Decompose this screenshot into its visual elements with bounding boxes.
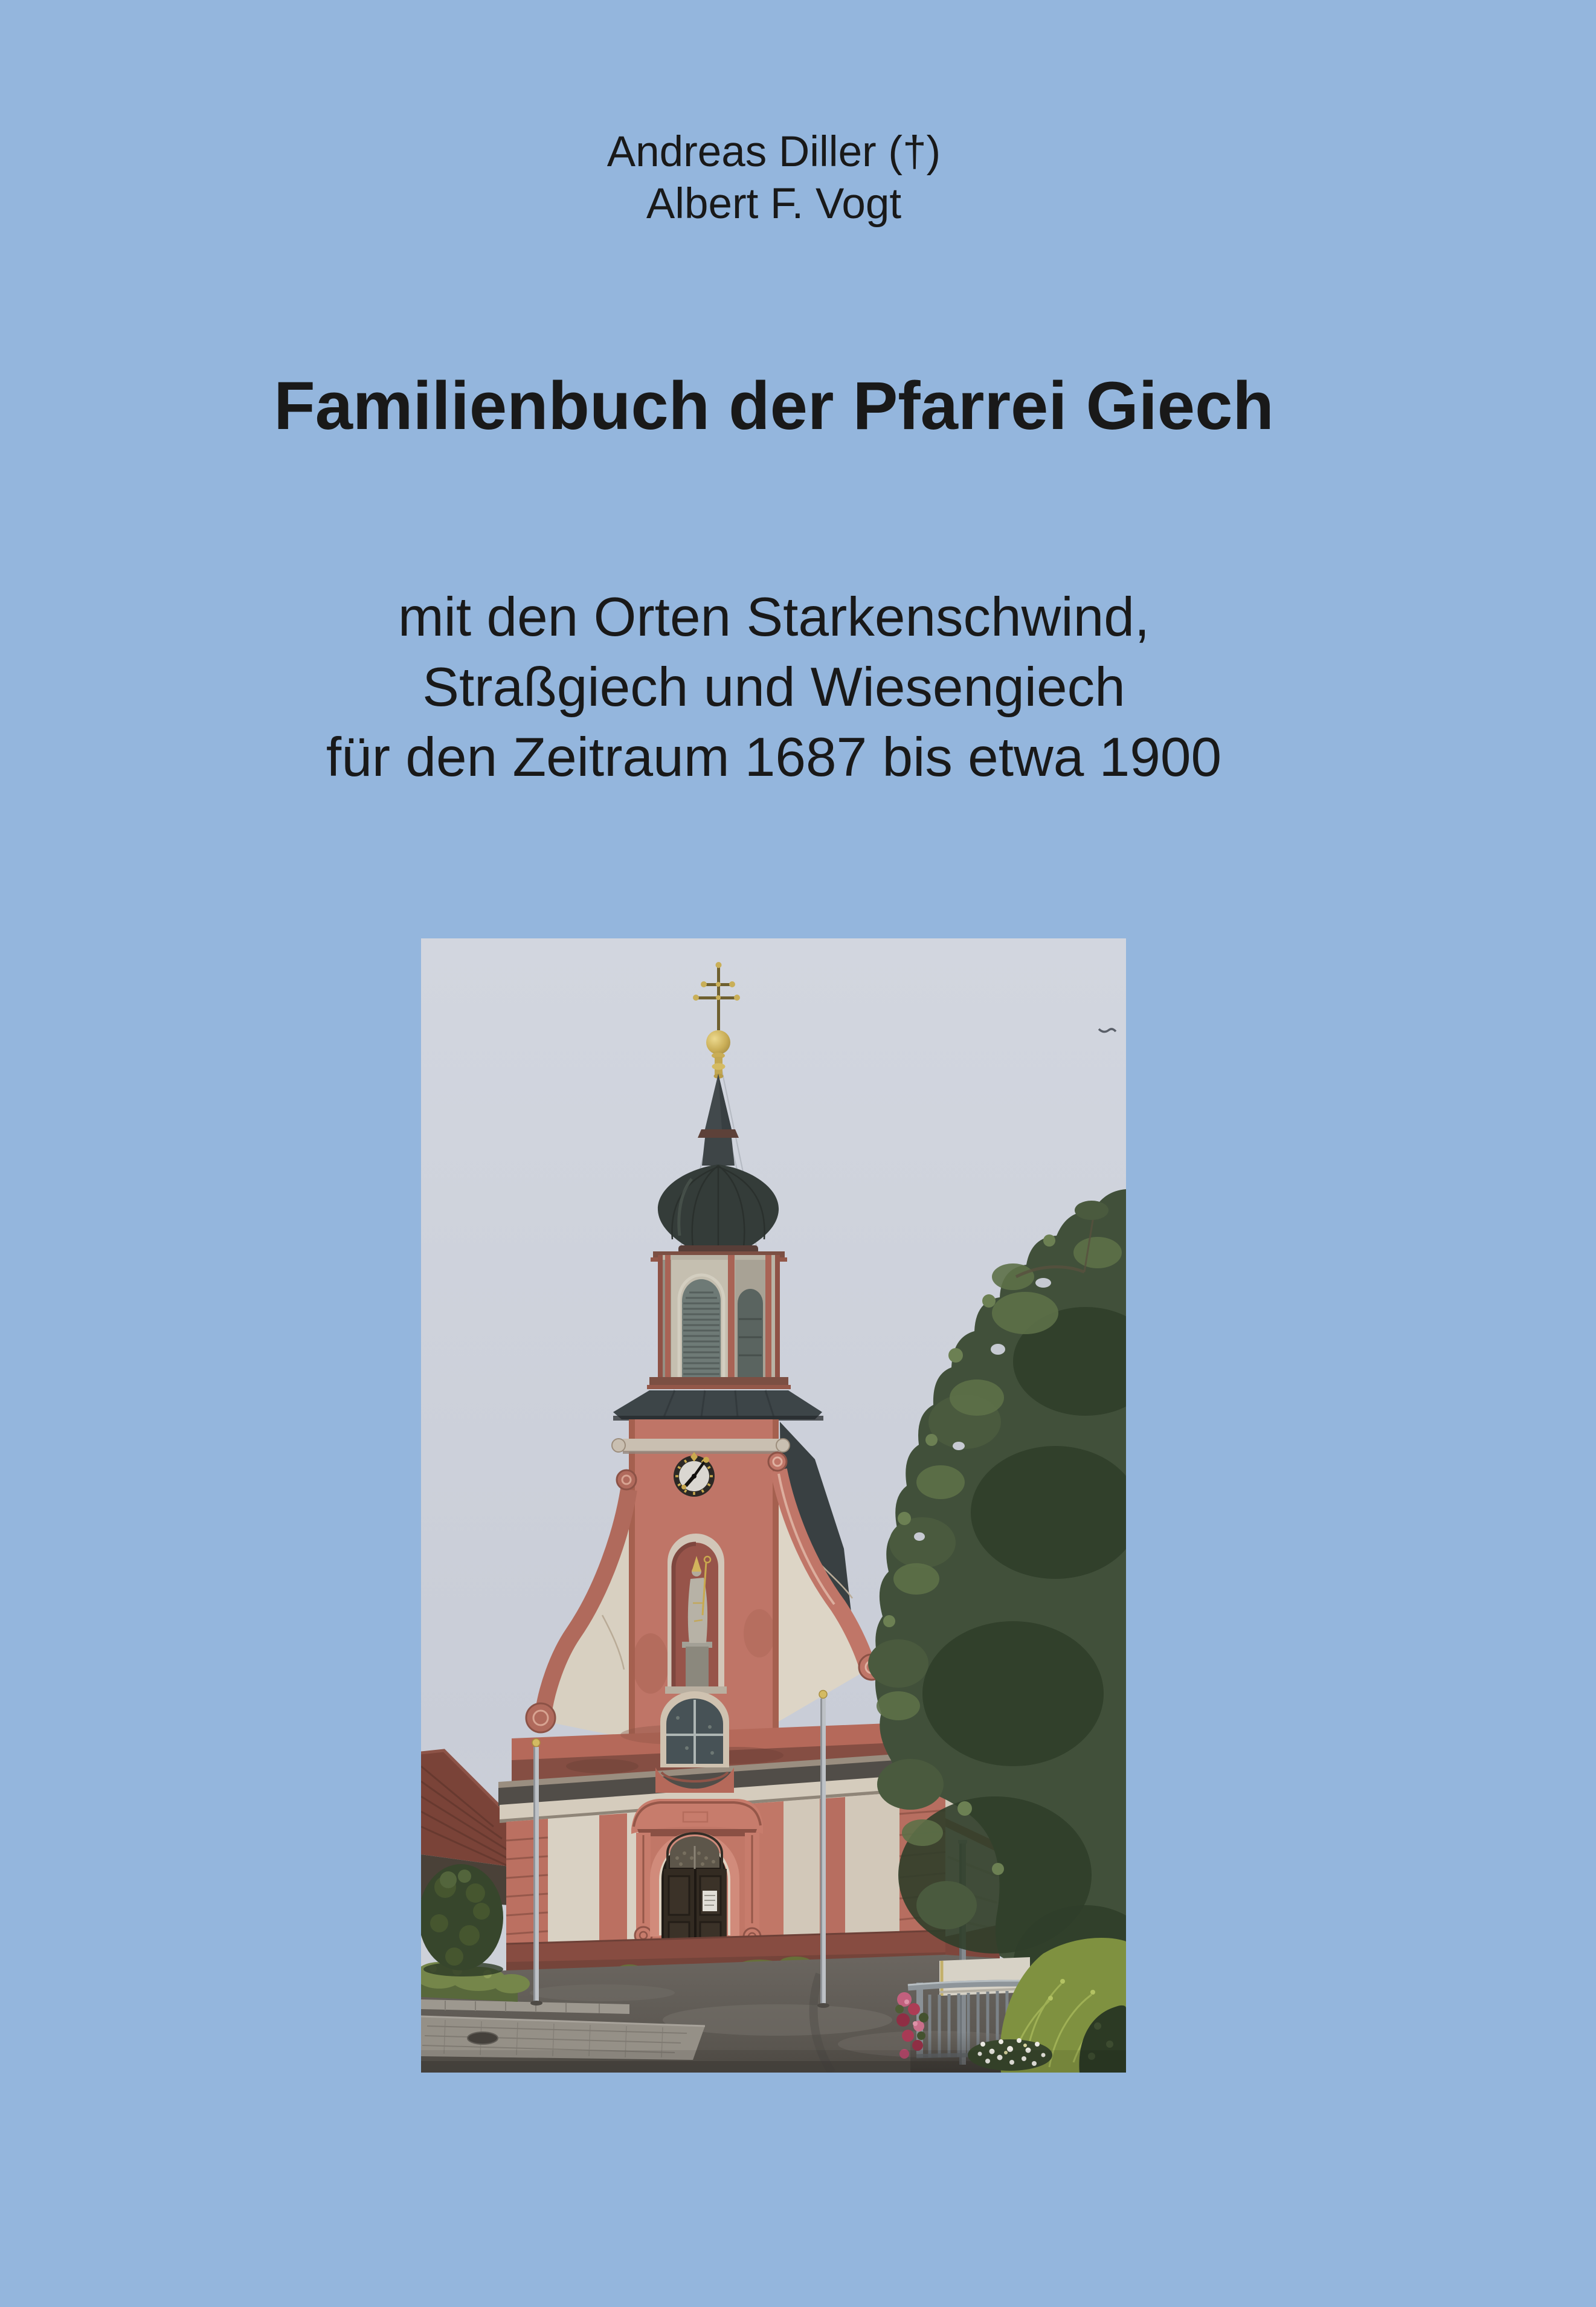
- subtitle-line: mit den Orten Starkenschwind,: [397, 587, 1150, 648]
- tower-roof-flare: [613, 1390, 822, 1419]
- manhole: [468, 2032, 498, 2044]
- subtitle-line: Straßgiech und Wiesengiech: [422, 657, 1125, 718]
- volute: [526, 1703, 555, 1732]
- book-title: Familienbuch der Pfarrei Giech: [274, 368, 1274, 444]
- volute: [768, 1453, 787, 1471]
- author-name: Albert F. Vogt: [646, 180, 902, 228]
- statue-niche: [665, 1534, 727, 1694]
- author-block: [0, 126, 1548, 230]
- cover-photo: [421, 938, 1126, 2073]
- subtitle-line: für den Zeitraum 1687 bis etwa 1900: [326, 727, 1222, 788]
- bottom-vignette: [421, 2050, 1126, 2073]
- gold-ball: [706, 1030, 730, 1054]
- author-name: Andreas Diller (†): [607, 128, 941, 176]
- subtitle-block: [0, 582, 1548, 793]
- volute: [617, 1470, 636, 1489]
